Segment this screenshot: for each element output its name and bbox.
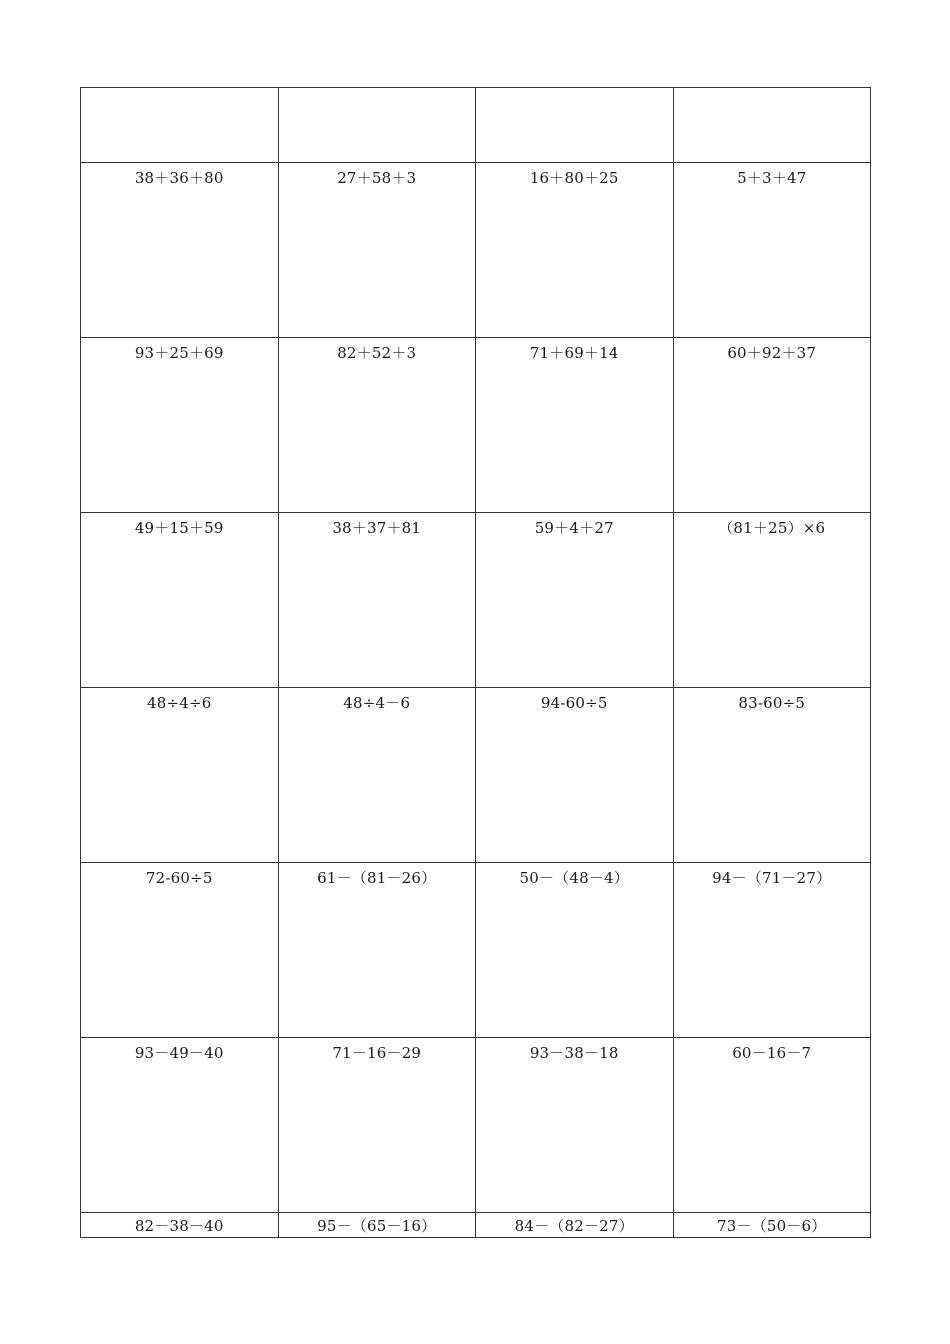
answer-cell xyxy=(673,88,871,163)
table-row xyxy=(81,513,871,688)
table-row xyxy=(81,338,871,513)
problem-cell xyxy=(81,688,279,863)
problem-expression: 94-60÷5 xyxy=(540,694,608,712)
problem-expression: 73－（50－6） xyxy=(716,1217,827,1235)
table-row xyxy=(81,1213,871,1238)
problem-cell xyxy=(278,688,476,863)
answer-cell xyxy=(81,88,279,163)
problem-cell xyxy=(476,513,674,688)
problem-expression: 48÷4÷6 xyxy=(146,694,212,712)
problem-expression: 49＋15＋59 xyxy=(134,519,224,537)
problem-expression: 94－（71－27） xyxy=(712,869,832,887)
problem-expression: 48÷4－6 xyxy=(343,694,411,712)
problem-expression: 50－（48－4） xyxy=(519,869,630,887)
problem-cell xyxy=(81,1213,279,1238)
problem-expression: 27＋58＋3 xyxy=(337,169,417,187)
problem-cell xyxy=(278,1038,476,1213)
problem-cell xyxy=(81,163,279,338)
problem-cell xyxy=(476,863,674,1038)
problem-cell xyxy=(278,338,476,513)
problem-cell xyxy=(476,688,674,863)
problem-cell xyxy=(476,1213,674,1238)
problem-expression: 82－38－40 xyxy=(134,1217,224,1235)
table-row xyxy=(81,863,871,1038)
problem-cell xyxy=(476,338,674,513)
table-row xyxy=(81,688,871,863)
problem-expression: 82＋52＋3 xyxy=(337,344,417,362)
problem-expression: 93＋25＋69 xyxy=(134,344,224,362)
problem-expression: 93－49－40 xyxy=(134,1044,224,1062)
table-row xyxy=(81,1038,871,1213)
problem-cell xyxy=(81,513,279,688)
problem-cell xyxy=(278,863,476,1038)
problem-expression: 83-60÷5 xyxy=(738,694,806,712)
problem-expression: 95－（65－16） xyxy=(317,1217,437,1235)
problem-expression: 16＋80＋25 xyxy=(529,169,619,187)
problem-expression: 60－16－7 xyxy=(732,1044,812,1062)
problem-cell xyxy=(81,338,279,513)
table-row xyxy=(81,163,871,338)
answer-cell xyxy=(476,88,674,163)
problem-expression: （81＋25）×6 xyxy=(718,519,826,537)
problem-cell xyxy=(476,163,674,338)
answer-cell xyxy=(278,88,476,163)
problem-expression: 60＋92＋37 xyxy=(727,344,817,362)
arithmetic-worksheet-table xyxy=(80,87,871,1238)
problem-cell xyxy=(673,1213,871,1238)
problem-expression: 5＋3＋47 xyxy=(737,169,807,187)
problem-expression: 38＋37＋81 xyxy=(332,519,422,537)
problem-cell xyxy=(673,1038,871,1213)
table-row xyxy=(81,88,871,163)
problem-cell xyxy=(673,688,871,863)
problem-expression: 61－（81－26） xyxy=(317,869,437,887)
problem-cell xyxy=(278,513,476,688)
problem-expression: 93－38－18 xyxy=(529,1044,619,1062)
problem-expression: 38＋36＋80 xyxy=(134,169,224,187)
problem-expression: 71＋69＋14 xyxy=(529,344,619,362)
problem-expression: 84－（82－27） xyxy=(514,1217,634,1235)
problem-cell xyxy=(278,163,476,338)
problem-cell xyxy=(673,163,871,338)
problem-expression: 71－16－29 xyxy=(332,1044,422,1062)
problem-cell xyxy=(476,1038,674,1213)
problem-cell xyxy=(673,863,871,1038)
problem-cell xyxy=(81,863,279,1038)
problem-cell xyxy=(81,1038,279,1213)
problem-expression: 72-60÷5 xyxy=(145,869,213,887)
problem-cell xyxy=(673,338,871,513)
problem-expression: 59＋4＋27 xyxy=(534,519,614,537)
problem-cell xyxy=(673,513,871,688)
problem-cell xyxy=(278,1213,476,1238)
